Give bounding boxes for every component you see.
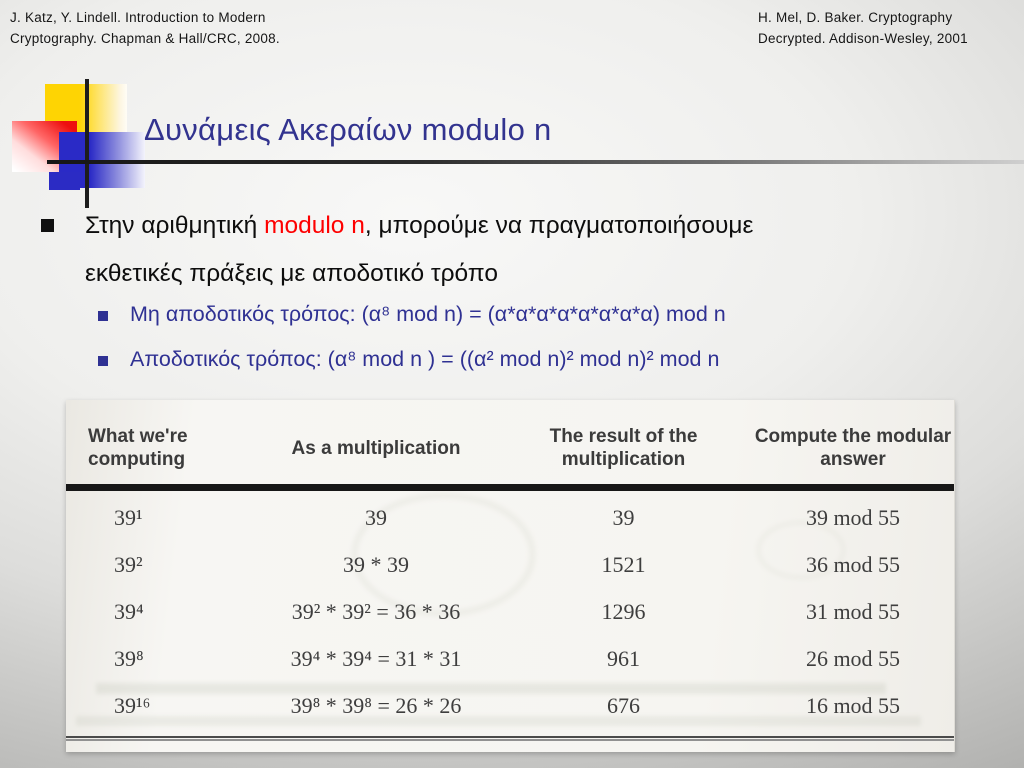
citation-right bbox=[758, 7, 968, 49]
logo-blue-square-small bbox=[49, 172, 80, 190]
table-row bbox=[66, 635, 954, 682]
table-cell: 39 mod 55 bbox=[805, 504, 901, 530]
table-cell: 39² * 39² = 36 * 36 bbox=[291, 598, 461, 624]
table-cell: 39¹ bbox=[114, 504, 143, 530]
table-cell: 31 mod 55 bbox=[805, 598, 901, 624]
table-header-cell: What we're computing bbox=[88, 426, 188, 470]
sub-bullet-square-icon bbox=[98, 356, 108, 366]
logo-vertical-line bbox=[85, 79, 89, 208]
citation-right-line1: H. Mel, D. Baker. Cryptography bbox=[758, 10, 953, 25]
main-bullet-pre: Στην αριθμητική bbox=[85, 212, 265, 239]
citation-right-line2: Decrypted. Addison-Wesley, 2001 bbox=[758, 31, 968, 46]
sub-bullet-square-icon bbox=[98, 311, 108, 321]
table-cell: 961 bbox=[607, 645, 640, 671]
table-header-cell: As a multiplication bbox=[291, 437, 461, 459]
table-cell: 26 mod 55 bbox=[805, 645, 901, 671]
sub-bullet-inefficient: Μη αποδοτικός τρόπος: (α⁸ mod n) = (α*α*α*α*α*α*α*α) mod n bbox=[130, 302, 726, 326]
table-row bbox=[66, 588, 954, 635]
main-bullet-line2: εκθετικές πράξεις με αποδοτικό τρόπο bbox=[85, 260, 498, 287]
table-cell: 36 mod 55 bbox=[805, 551, 901, 577]
table-row bbox=[66, 682, 954, 729]
table-cell: 16 mod 55 bbox=[805, 692, 901, 718]
table-cell: 39¹⁶ bbox=[114, 692, 151, 718]
table-cell: 39 bbox=[365, 504, 387, 530]
title-underline bbox=[47, 160, 1024, 164]
table-cell: 1521 bbox=[601, 551, 646, 577]
table-cell: 39⁸ * 39⁸ = 26 * 26 bbox=[290, 692, 462, 718]
table-header-cell: The result of the multiplication bbox=[549, 426, 698, 470]
sub-bullet-efficient: Αποδοτικός τρόπος: (α⁸ mod n ) = ((α² mod n)² mod n)² mod n bbox=[130, 347, 720, 371]
table-cell: 39⁴ bbox=[114, 598, 144, 624]
table-cell: 39 * 39 bbox=[343, 551, 409, 577]
table-header-row bbox=[66, 400, 954, 484]
table-cell: 1296 bbox=[601, 598, 646, 624]
table-cell: 39⁴ * 39⁴ = 31 * 31 bbox=[290, 645, 462, 671]
citation-left-line2: Cryptography. Chapman & Hall/CRC, 2008. bbox=[10, 31, 280, 46]
table-bottom-rule bbox=[66, 736, 954, 741]
table-scan-image bbox=[66, 400, 955, 752]
citation-left-line1: J. Katz, Y. Lindell. Introduction to Modern bbox=[10, 10, 266, 25]
citation-left bbox=[10, 7, 280, 49]
table-row bbox=[66, 541, 954, 588]
main-bullet-text bbox=[85, 202, 965, 298]
page-title: Δυνάμεις Ακεραίων modulo n bbox=[144, 112, 552, 147]
table-cell: 39⁸ bbox=[114, 645, 144, 671]
table-header-cell: Compute the modular answer bbox=[754, 426, 952, 470]
table-cell: 39 bbox=[612, 504, 635, 530]
main-bullet-post: , μπορούμε να πραγματοποιήσουμε bbox=[364, 212, 754, 239]
table-body bbox=[66, 494, 954, 729]
table-row bbox=[66, 494, 954, 541]
bullet-square-icon bbox=[41, 219, 54, 232]
table-cell: 676 bbox=[607, 692, 640, 718]
table-header-rule bbox=[66, 484, 954, 491]
table-cell: 39² bbox=[114, 551, 143, 577]
main-bullet-highlight: modulo n bbox=[264, 212, 365, 239]
